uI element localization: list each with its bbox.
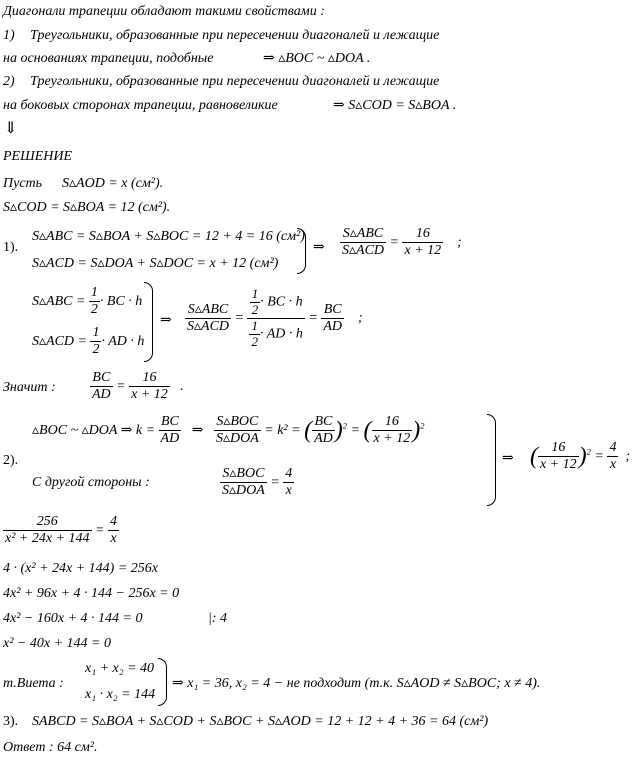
step-3-formula: SABCD = S▵BOA + S▵COD + S▵BOC + S▵AOD = 12 + 12 + 4 + 36 = 64 (см²)	[32, 714, 489, 729]
step-1-line-2: S▵ACD = S▵DOA + S▵DOC = x + 12 (см²)	[32, 256, 279, 271]
step-1-line-1: S▵ABC = S▵BOA + S▵BOC = 12 + 4 = 16 (см²)	[32, 229, 305, 244]
property-1-number: 1)	[3, 28, 15, 43]
vieta-label: т.Виета :	[3, 676, 64, 691]
area-abc-formula: S▵ABC = $\frac{1}{2}$ · BC · h	[32, 285, 143, 318]
vieta-line-1: x₁ + x₂ = 40	[85, 661, 155, 676]
step-1-result-rhs-num: 16	[402, 226, 443, 243]
cod-equation: S▵COD = S▵BOA = 12 (см²).	[3, 200, 171, 215]
area-ratio-fraction: S▵ABC S▵ACD = $\frac{1}{2}$ · BC · h $\frac{1}{2}$ · AD · h = $\frac{BC}{AD}$ ;	[187, 286, 363, 349]
equation-3: 4x² + 96x + 4 · 144 − 256x = 0	[3, 586, 180, 601]
property-2-line-2: на боковых сторонах трапеции, равновеликие	[3, 98, 278, 113]
down-arrow-icon: ⇓	[4, 120, 18, 137]
property-1-line-1: Треугольники, образованные при пересечении диагоналей и лежащие	[30, 28, 440, 43]
property-2-number: 2)	[3, 74, 15, 89]
vieta-system-brace	[158, 658, 167, 706]
so-fraction: $\frac{BC}{AD}$ = $\frac{16}{x + 12}$ .	[92, 370, 184, 403]
step-1-implies: ⇒	[313, 240, 325, 255]
so-label: Значит :	[3, 380, 56, 395]
step-2-similarity: ▵BOC ~ ▵DOA ⇒ k = $\frac{BC}{AD}$ ⇒ S▵BOC S▵DOA = k² = ( $\frac{BC}{AD}$ )$^2$ = ( $\frac{16}{x + 12}$ )$^2$	[32, 414, 425, 447]
step-3-number: 3).	[3, 714, 19, 729]
step-1-result-fraction: S▵ABC S▵ACD = $\frac{16}{x + 12}$ ;	[342, 226, 462, 259]
equation-4-division: |: 4	[208, 611, 228, 626]
step-1-result-rhs-den: x + 12	[404, 243, 442, 259]
step-2-result: ( $\frac{16}{x + 12}$ )$^2$ = $\frac{4}{x}$ ;	[530, 440, 631, 473]
solution-heading: РЕШЕНИЕ	[3, 149, 73, 164]
step-2-system-brace	[487, 414, 496, 506]
answer: Ответ : 64 см².	[3, 740, 98, 755]
area-acd-formula: S▵ACD = $\frac{1}{2}$ · AD · h	[32, 325, 145, 358]
step-2-other-fraction: S▵BOC S▵DOA = $\frac{4}{x}$	[222, 466, 293, 499]
step-2-other-side-label: С другой стороны :	[32, 475, 150, 490]
property-1-formula: ⇒ ▵BOC ~ ▵DOA .	[263, 51, 371, 66]
equation-4: 4x² − 160x + 4 · 144 = 0	[3, 611, 143, 626]
equation-2: 4 · (x² + 24x + 144) = 256x	[3, 561, 159, 576]
step-1-system-brace	[297, 228, 306, 274]
let-formula: S▵AOD = x (см²).	[62, 176, 164, 191]
property-2-line-1: Треугольники, образованные при пересечении диагоналей и лежащие	[30, 74, 440, 89]
property-1-line-2: на основаниях трапеции, подобные	[3, 51, 214, 66]
properties-title: Диагонали трапеции обладают такими свойствами :	[3, 4, 325, 19]
area-system-brace	[144, 282, 153, 362]
equation-5: x² − 40x + 144 = 0	[3, 636, 111, 651]
property-2-formula: ⇒ S▵COD = S▵BOA .	[333, 98, 457, 113]
equation-1: $\frac{256}{\text{x² + 24x + 144}}$ = $\frac{4}{x}$	[5, 514, 117, 547]
vieta-result: ⇒ x₁ = 36, x₂ = 4 − не подходит (т.к. S▵AOD ≠ S▵BOC; x ≠ 4).	[172, 676, 541, 691]
vieta-line-2: x₁ · x₂ = 144	[85, 687, 156, 702]
let-label: Пусть	[3, 176, 43, 191]
step-2-number: 2).	[3, 453, 19, 468]
step-1-result-lhs-den: S▵ACD	[342, 243, 385, 259]
step-1-result-lhs-num: S▵ABC	[340, 226, 386, 243]
step-1-number: 1).	[3, 240, 19, 255]
